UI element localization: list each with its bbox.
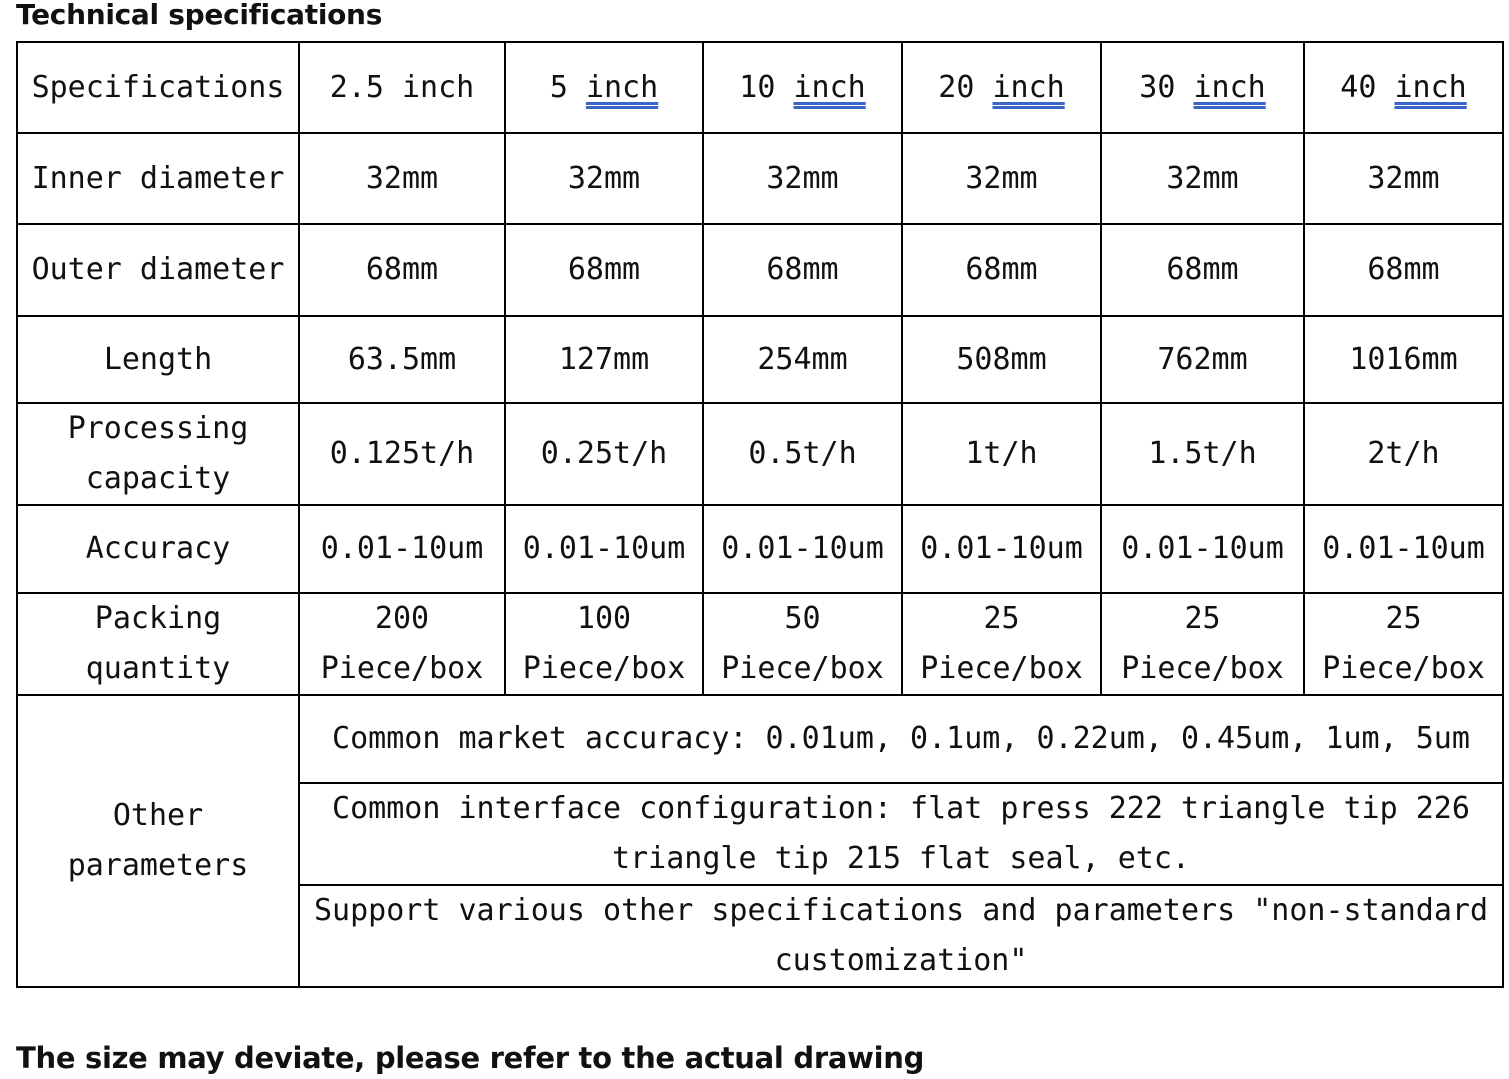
table-cell: 127mm (505, 316, 703, 403)
table-cell: 762mm (1101, 316, 1304, 403)
row-label: Packing quantity (17, 593, 299, 695)
table-cell: 32mm (299, 133, 505, 224)
header-size-cell (902, 42, 1101, 133)
size-unit: inch (992, 69, 1065, 105)
size-number: 2.5 (329, 69, 384, 105)
table-cell: 32mm (703, 133, 902, 224)
table-cell: 32mm (902, 133, 1101, 224)
table-row (17, 593, 1503, 695)
table-cell: 1.5t/h (1101, 403, 1304, 505)
table-cell: 0.01-10um (1101, 505, 1304, 593)
table-cell: 1016mm (1304, 316, 1503, 403)
table-row (17, 133, 1503, 224)
size-unit: inch (585, 69, 659, 105)
table-row (17, 505, 1503, 593)
table-cell: 68mm (902, 224, 1101, 316)
header-label-cell: Specifications (17, 42, 299, 133)
table-cell: 0.01-10um (505, 505, 703, 593)
table-cell: 68mm (703, 224, 902, 316)
size-number: 30 (1139, 69, 1176, 105)
table-row (17, 316, 1503, 403)
table-cell: 0.125t/h (299, 403, 505, 505)
table-cell: 68mm (299, 224, 505, 316)
size-number: 20 (938, 69, 975, 105)
other-row (17, 695, 1503, 783)
size-number: 40 (1340, 69, 1377, 105)
table-cell: 0.01-10um (703, 505, 902, 593)
table-cell: 25 Piece/box (1304, 593, 1503, 695)
table-cell: 25 Piece/box (1101, 593, 1304, 695)
section-title: Technical specifications (16, 0, 383, 31)
header-size-cell (299, 42, 505, 133)
table-cell: 32mm (1101, 133, 1304, 224)
other-param-cell: Support various other specifications and parameters "non-standard customization" (299, 885, 1503, 987)
table-cell: 32mm (1304, 133, 1503, 224)
table-cell: 0.01-10um (902, 505, 1101, 593)
size-unit: inch (383, 69, 475, 105)
table-cell: 0.01-10um (299, 505, 505, 593)
table-cell: 508mm (902, 316, 1101, 403)
row-label: Inner diameter (17, 133, 299, 224)
table-cell: 0.25t/h (505, 403, 703, 505)
size-unit: inch (793, 69, 866, 105)
table-cell: 68mm (505, 224, 703, 316)
header-size-cell (703, 42, 902, 133)
table-row (17, 224, 1503, 316)
table-cell: 0.5t/h (703, 403, 902, 505)
size-number: 10 (739, 69, 776, 105)
table-cell: 254mm (703, 316, 902, 403)
row-label: Processing capacity (17, 403, 299, 505)
size-unit: inch (1193, 69, 1266, 105)
header-size-cell (505, 42, 703, 133)
size-unit: inch (1394, 69, 1467, 105)
table-cell: 200 Piece/box (299, 593, 505, 695)
row-label: Outer diameter (17, 224, 299, 316)
table-cell: 0.01-10um (1304, 505, 1503, 593)
table-cell: 68mm (1101, 224, 1304, 316)
table-cell: 32mm (505, 133, 703, 224)
spec-table (16, 41, 1504, 988)
table-row (17, 403, 1503, 505)
size-number: 5 (549, 69, 568, 105)
header-size-cell (1304, 42, 1503, 133)
row-label: Accuracy (17, 505, 299, 593)
row-label: Other parameters (17, 695, 299, 987)
table-cell: 25 Piece/box (902, 593, 1101, 695)
row-label: Length (17, 316, 299, 403)
table-cell: 50 Piece/box (703, 593, 902, 695)
other-param-cell: Common market accuracy: 0.01um, 0.1um, 0.22um, 0.45um, 1um, 5um (299, 695, 1503, 783)
footer-note: The size may deviate, please refer to the actual drawing (16, 1041, 925, 1075)
table-cell: 68mm (1304, 224, 1503, 316)
table-cell: 100 Piece/box (505, 593, 703, 695)
table-cell: 2t/h (1304, 403, 1503, 505)
table-header-row (17, 42, 1503, 133)
header-size-cell (1101, 42, 1304, 133)
table-cell: 1t/h (902, 403, 1101, 505)
table-cell: 63.5mm (299, 316, 505, 403)
other-param-cell: Common interface configuration: flat press 222 triangle tip 226 triangle tip 215 flat seal, etc. (299, 783, 1503, 885)
